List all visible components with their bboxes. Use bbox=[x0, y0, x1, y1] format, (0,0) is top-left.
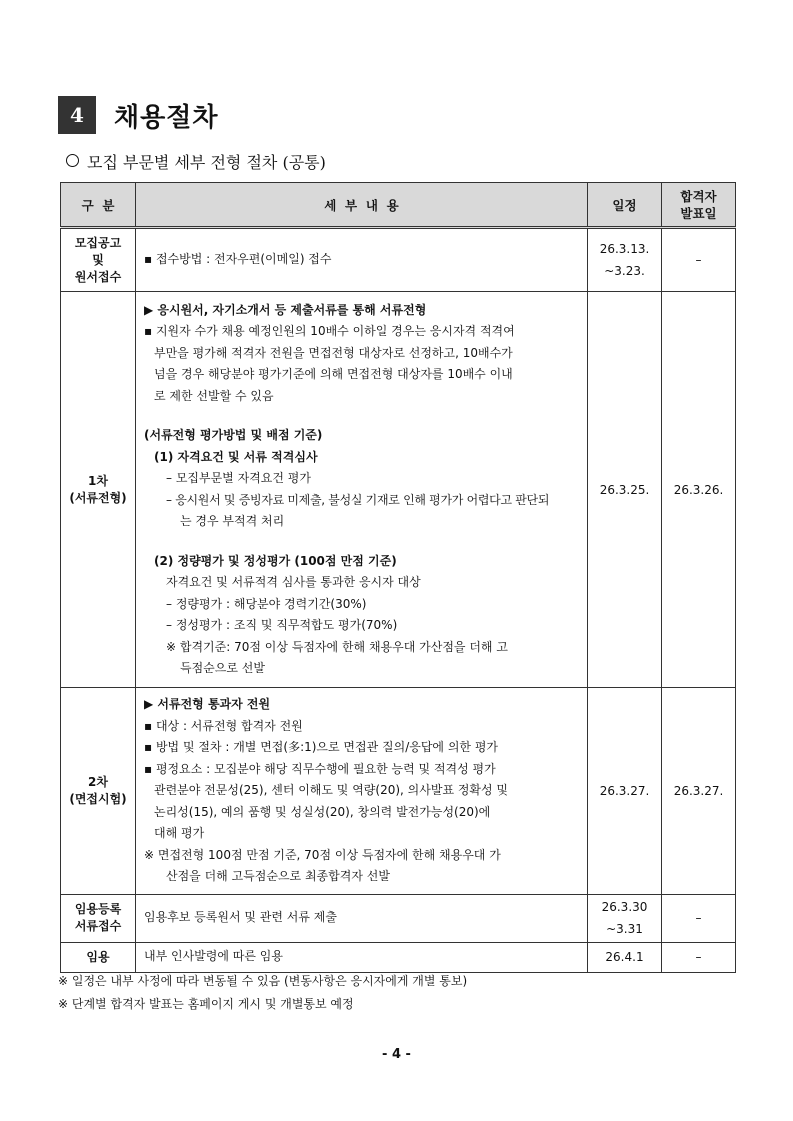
detail-line: ▪ 지원자 수가 채용 예정인원의 10배수 이하일 경우는 응시자격 적격여 bbox=[144, 324, 515, 338]
row-date: 26.3.27. bbox=[588, 688, 662, 895]
header-category: 구 분 bbox=[61, 183, 136, 228]
detail-line: ▪ 방법 및 절차 : 개별 면접(多:1)으로 면접관 질의/응답에 의한 평가 bbox=[144, 740, 499, 754]
detail-heading: (서류전형 평가방법 및 배점 기준) bbox=[144, 428, 323, 442]
detail-heading: ▶ 서류전형 통과자 전원 bbox=[144, 697, 271, 711]
row-result: – bbox=[662, 228, 736, 292]
footnote: ※ 일정은 내부 사정에 따라 변동될 수 있음 (변동사항은 응시자에게 개별 통보) bbox=[58, 974, 468, 988]
detail-line: – 정성평가 : 조직 및 직무적합도 평가(70%) bbox=[166, 618, 398, 632]
detail-line: 는 경우 부적격 처리 bbox=[180, 514, 285, 528]
header-date: 일정 bbox=[588, 183, 662, 228]
detail-heading: (2) 정량평가 및 정성평가 (100점 만점 기준) bbox=[154, 553, 397, 568]
spacer bbox=[144, 407, 579, 425]
detail-line: ※ 합격기준: 70점 이상 득점자에 한해 채용우대 가산점을 더해 고 bbox=[166, 639, 508, 654]
table-header-row bbox=[61, 183, 736, 228]
row-date: 26.3.25. bbox=[588, 292, 662, 688]
table-row bbox=[61, 688, 736, 895]
detail-line: 임용후보 등록원서 및 관련 서류 제출 bbox=[144, 910, 337, 925]
detail-line: 논리성(15), 예의 품행 및 성실성(20), 창의력 발전가능성(20)에 bbox=[154, 804, 491, 819]
detail-heading: (1) 자격요건 및 서류 적격심사 bbox=[154, 449, 318, 464]
procedure-table bbox=[60, 182, 736, 973]
section-header bbox=[58, 96, 218, 134]
detail-line: 로 제한 선발할 수 있음 bbox=[154, 388, 274, 403]
detail-line: – 정량평가 : 해당분야 경력기간(30%) bbox=[166, 596, 367, 611]
row-details bbox=[136, 292, 588, 688]
row-result: – bbox=[662, 942, 736, 972]
row-details bbox=[136, 942, 588, 972]
detail-line: 산점을 더해 고득점순으로 최종합격자 선발 bbox=[166, 869, 390, 883]
page-number: - 4 - bbox=[382, 1047, 411, 1062]
table-row bbox=[61, 228, 736, 292]
header-details: 세 부 내 용 bbox=[136, 183, 588, 228]
detail-line: ▪ 평정요소 : 모집분야 해당 직무수행에 필요한 능력 및 적격성 평가 bbox=[144, 761, 496, 776]
table-row bbox=[61, 942, 736, 972]
detail-heading: ▶ 응시원서, 자기소개서 등 제출서류를 통해 서류전형 bbox=[144, 302, 427, 317]
detail-line: – 응시원서 및 증빙자료 미제출, 불성실 기재로 인해 평가가 어렵다고 판단되 bbox=[166, 492, 550, 507]
row-result: – bbox=[662, 894, 736, 942]
circle-bullet-icon bbox=[66, 154, 79, 167]
row-category: 임용 bbox=[61, 942, 136, 972]
row-category: 1차 (서류전형) bbox=[61, 292, 136, 688]
section-number: 4 bbox=[58, 96, 96, 134]
header-result: 합격자 발표일 bbox=[662, 183, 736, 228]
footnotes bbox=[58, 970, 467, 1016]
row-date: 26.4.1 bbox=[588, 942, 662, 972]
detail-line: ▪ 접수방법 : 전자우편(이메일) 접수 bbox=[144, 252, 332, 267]
row-date: 26.3.30 ~3.31 bbox=[588, 894, 662, 942]
detail-line: 부만을 평가해 적격자 전원을 면접전형 대상자로 선정하고, 10배수가 bbox=[154, 345, 513, 360]
detail-line: – 모집부문별 자격요건 평가 bbox=[166, 471, 311, 485]
spacer bbox=[144, 533, 579, 551]
subtitle: 모집 부문별 세부 전형 절차 (공통) bbox=[87, 153, 326, 172]
detail-line: 내부 인사발령에 따른 임용 bbox=[144, 949, 283, 964]
table-row bbox=[61, 292, 736, 688]
section-title: 채용절차 bbox=[114, 102, 219, 133]
table-row bbox=[61, 894, 736, 942]
row-details bbox=[136, 688, 588, 895]
row-date: 26.3.13. ~3.23. bbox=[588, 228, 662, 292]
row-category: 임용등록 서류접수 bbox=[61, 894, 136, 942]
detail-line: ▪ 대상 : 서류전형 합격자 전원 bbox=[144, 718, 303, 733]
detail-line: 대해 평가 bbox=[154, 826, 205, 840]
detail-line: 자격요건 및 서류적격 심사를 통과한 응시자 대상 bbox=[166, 575, 421, 589]
row-result: 26.3.27. bbox=[662, 688, 736, 895]
detail-line: 넘을 경우 해당분야 평가기준에 의해 면접전형 대상자를 10배수 이내 bbox=[154, 367, 513, 381]
detail-line: 관련분야 전문성(25), 센터 이해도 및 역량(20), 의사발표 정확성 및 bbox=[154, 783, 509, 797]
row-details bbox=[136, 228, 588, 292]
row-category: 2차 (면접시험) bbox=[61, 688, 136, 895]
footnote: ※ 단계별 합격자 발표는 홈페이지 게시 및 개별통보 예정 bbox=[58, 997, 354, 1011]
subtitle-row bbox=[66, 150, 326, 173]
row-result: 26.3.26. bbox=[662, 292, 736, 688]
detail-line: ※ 면접전형 100점 만점 기준, 70점 이상 득점자에 한해 채용우대 가 bbox=[144, 847, 501, 862]
row-details bbox=[136, 894, 588, 942]
row-category: 모집공고 및 원서접수 bbox=[61, 228, 136, 292]
detail-line: 득점순으로 선발 bbox=[180, 661, 265, 675]
